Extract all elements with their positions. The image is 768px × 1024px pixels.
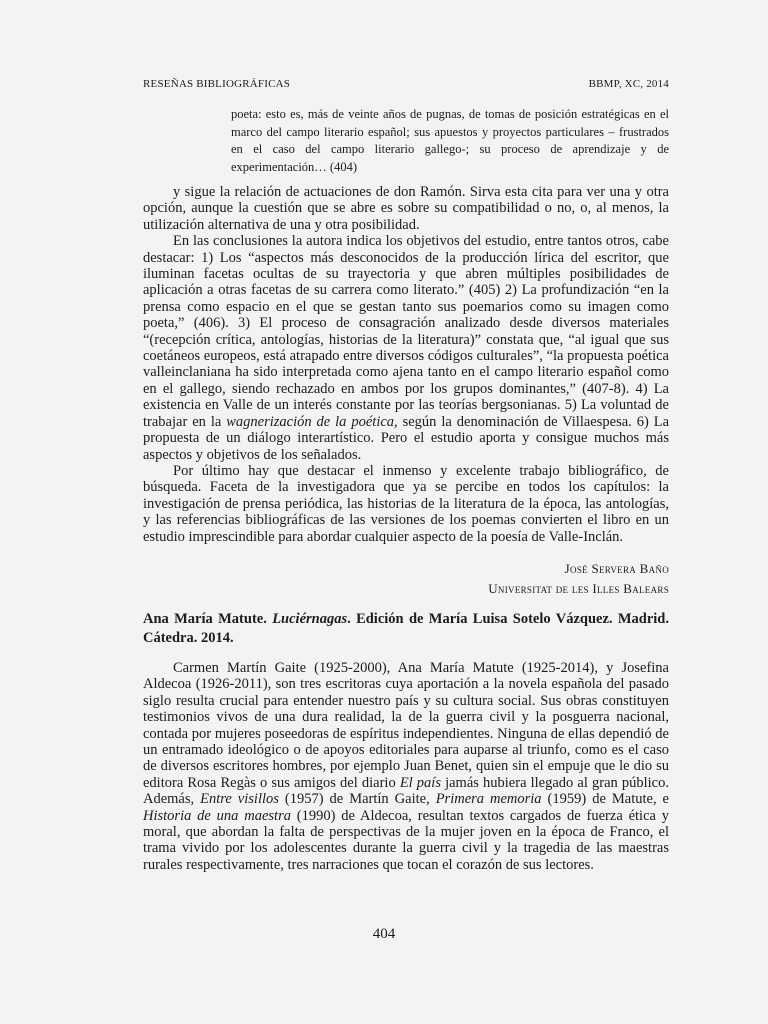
journal-section-title: RESEÑAS BIBLIOGRÁFICAS (143, 78, 291, 90)
paragraph: Por último hay que destacar el inmenso y excelente trabajo bibliográfico, de búsqueda. Faceta de la investigadora que ya se percibe en todos los capítulos: la investigación de prensa periódica, las historias de la literatura de la época, las antologías, y las referencias bibliográficas de las versiones de los poemas convierten el libro en un estudio imprescindible para abordar cualquier aspecto de la poesía de Valle-Inclán. (143, 462, 669, 545)
reviewer-name: José Servera Baño (564, 561, 669, 576)
book-title: Luciérnagas (272, 611, 348, 627)
review-2-title: Ana María Matute. Luciérnagas. Edición de María Luisa Sotelo Vázquez. Madrid. Cátedra. 2014. (143, 611, 669, 646)
reviewer-signature (488, 559, 669, 599)
review-2-body (143, 660, 669, 873)
journal-citation: BBMP, XC, 2014 (588, 78, 669, 90)
review-1-body (143, 184, 669, 545)
block-quote: poeta: esto es, más de veinte años de pugnas, de tomas de posición estratégicas en el marco del campo literario español; sus apuestos y proyectos particulares – frustrados en el caso del campo literario gallego-; su proceso de aprendizaje y de experimentación… (404) (231, 107, 669, 174)
paragraph: y sigue la relación de actuaciones de don Ramón. Sirva esta cita para ver una y otra opción, aunque la cuestión que se abre es sobre su compatibilidad o no, o, al menos, la utilización alternativa de una y otra posibilidad. (143, 184, 669, 233)
paragraph: En las conclusiones la autora indica los objetivos del estudio, entre tantos otros, cabe destacar: 1) Los “aspectos más desconocidos de la producción lírica del escritor, que iluminan facetas ocultas de su trayectoria y que abren múltiples posibilidades de aplicación a otras facetas de su carrera como literato.” (405) 2) La profundización “en la prensa como espacio en el que se gestan tanto sus poemarios como su imagen como poeta,” (406). 3) El proceso de consagración analizado desde diversos materiales “(recepción crítica, antologías, historias de la literatura)” constata que, “al igual que sus coetáneos europeos, está atrapado entre diversos códigos culturales”, “la propuesta poética valleinclaniana ha sido interpretada como ajena tanto en el campo literario español como en el gallego, siendo rechazado en ambos por los grupos dominantes,” (407-8). 4) La existencia en Valle de un interés constante por las teorías bergsonianas. 5) La voluntad de trabajar en la wagnerización de la poética, según la denominación de Villaespesa. 6) La propuesta de un diálogo interartístico. Pero el estudio aporta y consigue muchos más aspectos y objetivos de los señalados. (143, 233, 670, 463)
running-header (143, 78, 669, 90)
page-number: 404 (372, 926, 396, 942)
emphasis: wagnerización de la poética (226, 413, 395, 430)
paragraph: Carmen Martín Gaite (1925-2000), Ana María Matute (1925-2014), y Josefina Aldecoa (1926-2011), son tres escritoras cuya aportación a la novela española del pasado siglo resulta crucial para entender nuestro país y su cultura social. Sus obras constituyen testimonios vivos de una dura realidad, la de la guerra civil y la posguerra nacional, contada por mujeres poseedoras de espíritus independientes. Ninguna de ellas dependió de un entramado ideológico o de apoyos editoriales para auparse al triunfo, como es el caso de diversos escritores hombres, por ejemplo Juan Benet, quien sin el empuje que le dio su editora Rosa Regàs o sus amigos del diario El país jamás hubiera llegado al gran público. Además, Entre visillos (1957) de Martín Gaite, Primera memoria (1959) de Matute, e Historia de una maestra (1990) de Aldecoa, resultan textos cargados de fuerza ética y moral, que abordan la falta de perspectivas de la mujer joven en la época de Franco, el trama vivido por los adolescentes durante la guerra civil y la tragedia de las maestras rurales respectivamente, tres narraciones que tocan el corazón de sus lectores. (143, 660, 670, 873)
reviewer-affiliation: Universitat de les Illes Balears (488, 581, 669, 596)
